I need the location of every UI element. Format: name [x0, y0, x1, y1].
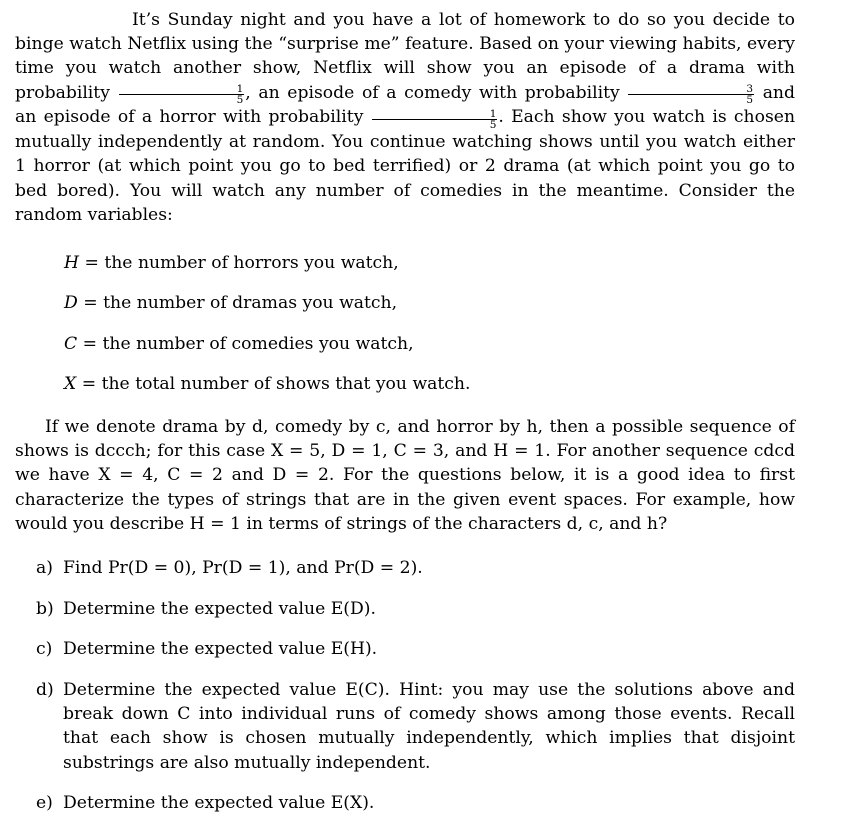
question-d-text: Determine the expected value E(C). Hint: you may use the solutions above and break down C into individual runs of comedy shows among those events. Recall that each show is chosen mutually independently, which implies that disjoint substrings are also mutually independent.: [63, 680, 795, 773]
variable-h: H: [64, 252, 79, 273]
question-d: [15, 678, 795, 775]
definition-x-text: = the total number of shows that you watch.: [76, 374, 471, 395]
question-list: [15, 556, 795, 816]
question-d-label: d): [36, 680, 54, 701]
question-b: [15, 597, 795, 621]
horror-prob-denominator: 5: [489, 119, 497, 132]
variable-c: C: [64, 333, 78, 354]
horror-probability-fraction: [372, 109, 498, 130]
question-b-label: b): [36, 598, 54, 619]
drama-probability-fraction: [119, 84, 245, 105]
definition-h-text: = the number of horrors you watch,: [79, 252, 399, 273]
question-a: [15, 556, 795, 580]
question-c-label: c): [36, 639, 53, 660]
question-e-label: e): [36, 793, 53, 814]
comedy-probability-fraction: [628, 84, 754, 105]
intro-text-2: , an episode of a comedy with probability: [245, 82, 620, 103]
variable-d: D: [64, 293, 78, 314]
question-a-text: Find Pr(D = 0), Pr(D = 1), and Pr(D = 2).: [63, 557, 423, 578]
random-variable-definitions: [64, 253, 795, 415]
definition-c-text: = the number of comedies you watch,: [77, 333, 414, 354]
question-c-text: Determine the expected value E(H).: [63, 639, 378, 660]
question-e: [15, 791, 795, 815]
definition-h: [64, 253, 795, 294]
variable-x: X: [64, 374, 77, 395]
question-b-text: Determine the expected value E(D).: [63, 598, 376, 619]
definition-d: [64, 293, 795, 334]
question-e-text: Determine the expected value E(X).: [63, 793, 375, 814]
question-c: [15, 637, 795, 661]
intro-text-4: . Each show you watch is chosen mutually independently at random. You continue watching shows until you watch either 1 horror (at which point you go to bed terrified) or 2 drama (at which point you go to bed bored). You will watch any number of comedies in the meantime. Consider the random variables:: [15, 107, 796, 225]
intro-text-1: It’s Sunday night and you have a lot of homework to do so you decide to binge watch Netflix using the “surprise me” feature. Based on your viewing habits, every time you watch another show, Netflix will show you an episode of a drama with probability: [15, 10, 795, 103]
drama-prob-denominator: 5: [236, 94, 244, 107]
comedy-prob-numerator: 3: [628, 84, 754, 95]
question-a-label: a): [36, 557, 53, 578]
intro-paragraph: [15, 8, 795, 227]
definition-x: [64, 374, 795, 415]
notation-paragraph: If we denote drama by d, comedy by c, and horror by h, then a possible sequence of shows is dccch; for this case X = 5, D = 1, C = 3, and H = 1. For another sequence cdcd we have X = 4, C = 2 and D = 2. For the questions below, it is a good idea to first characterize the types of strings that are in the given event spaces. For example, how would you describe H = 1 in terms of strings of the characters d, c, and h?: [15, 416, 795, 534]
comedy-prob-denominator: 5: [746, 94, 754, 107]
intro-text-3: and an episode of a horror with probability: [15, 82, 796, 128]
horror-prob-numerator: 1: [372, 109, 498, 120]
definition-c: [64, 334, 795, 375]
drama-prob-numerator: 1: [119, 84, 245, 95]
definition-d-text: = the number of dramas you watch,: [77, 293, 398, 314]
